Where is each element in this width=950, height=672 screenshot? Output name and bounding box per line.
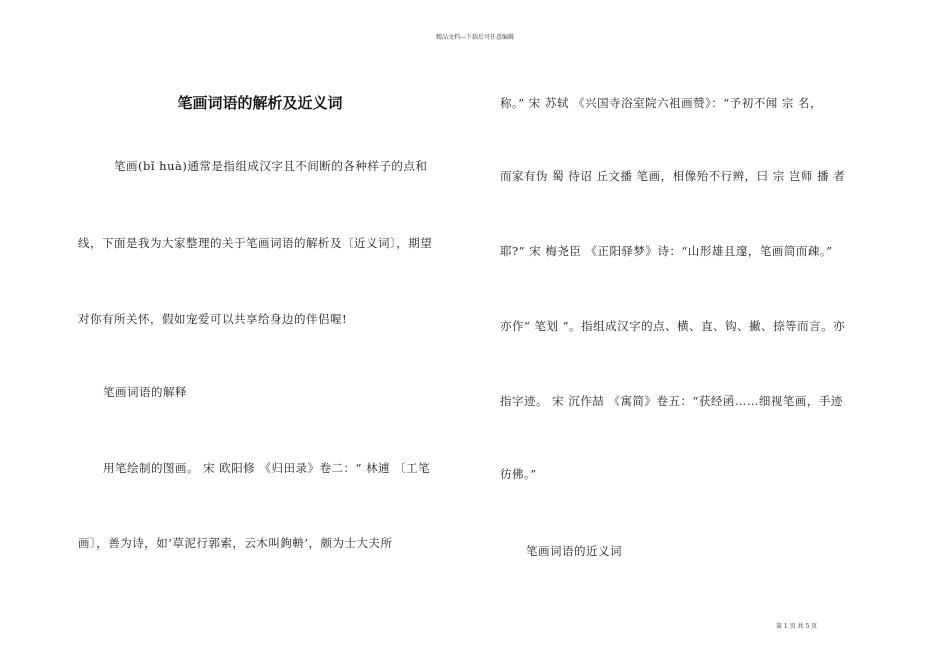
intro-line-3: 对你有所关怀，假如宠爱可以共享给身边的伴侣喔! [78,312,348,326]
explanation-line-4: 而家有伪 蜀 待诏 丘文播 笔画，相像殆不行辨，曰 宗 岂师 播 者 [500,169,846,183]
explanation-line-7: 指字迹。 宋 沉作喆 《寓简》卷五：“获经函……细视笔画，手迹 [500,394,843,408]
explanation-line-6: 亦作“ 笔划 ”。指组成汉字的点、横、直、钩、撇、捺等而言。亦 [500,319,846,333]
explanation-line-5: 耶?” 宋 梅尧臣 《正阳驿梦》诗：“山形雄且邃，笔画简而疎。” [500,244,833,258]
document-title: 笔画词语的解析及近义词 [177,94,343,112]
section-heading-synonyms: 笔画词语的近义词 [526,544,622,558]
intro-line-2: 线，下面是我为大家整理的关于笔画词语的解析及〔近义词〕，期望 [78,236,433,250]
page-header: 精品文档---下载后可任意编辑 [435,34,515,41]
page-footer: 第 1 页 共 5 页 [776,623,818,630]
explanation-line-3: 称。” 宋 苏轼 《兴国寺浴室院六祖画赞》：“予初不闻 宗 名， [500,96,823,110]
explanation-line-8: 彷佛。” [500,467,537,481]
explanation-line-1: 用笔绘制的图画。 宋 欧阳修 《归田录》卷二：“ 林逋 〔工笔 [103,461,431,475]
explanation-line-2: 画〕，善为诗，如‘草泥行郭索，云木叫鉤輈’，颇为士大夫所 [78,536,393,550]
section-heading-explanation: 笔画词语的解释 [103,385,187,399]
intro-line-1: 笔画(bǐ huà)通常是指组成汉字且不间断的各种样子的点和 [114,159,428,173]
